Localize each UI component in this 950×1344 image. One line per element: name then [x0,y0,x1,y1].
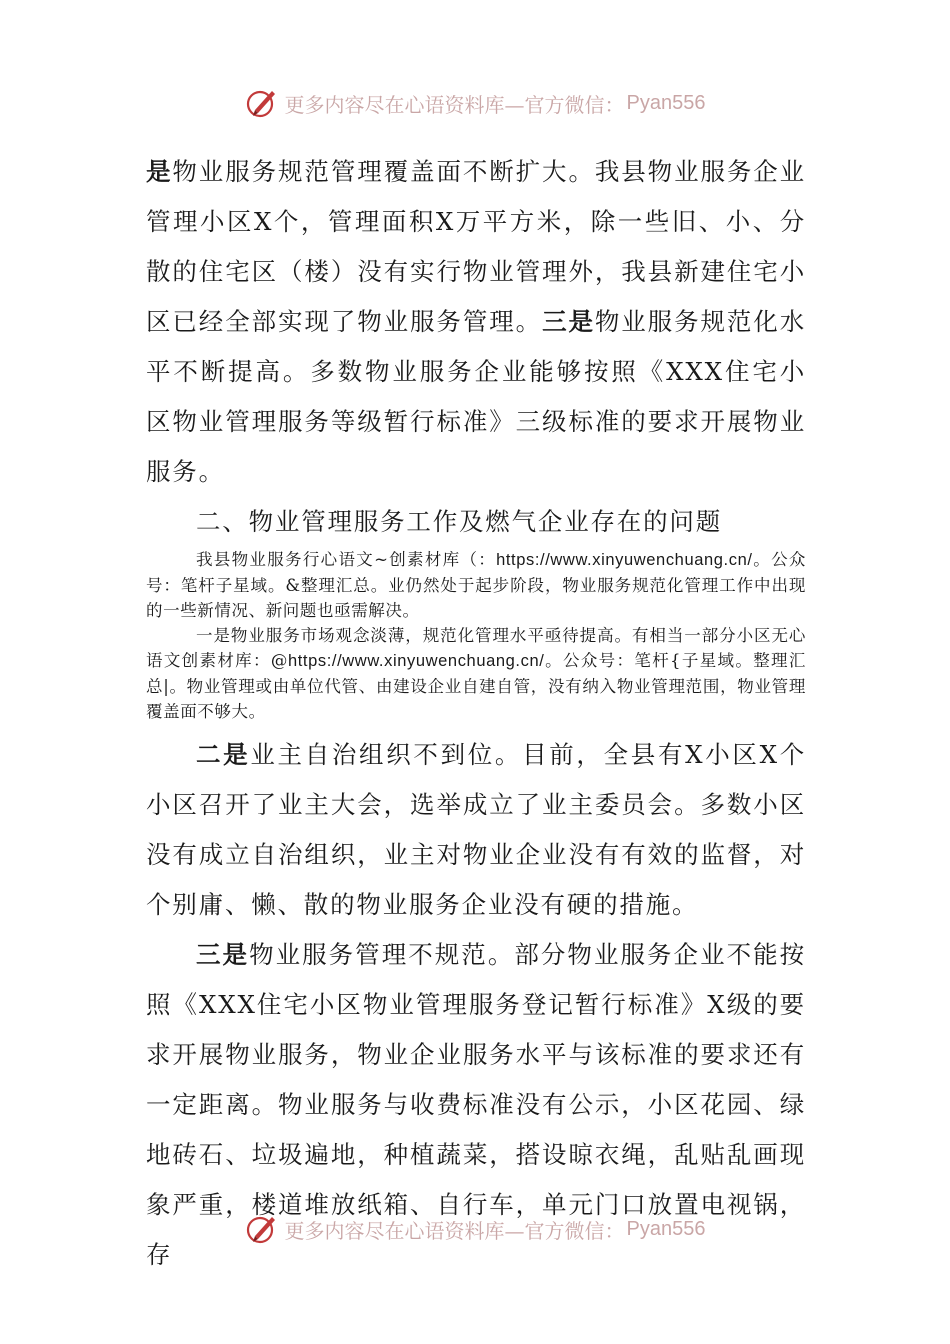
small-text: 我县物业服务行心语文~创素材库（： [196,550,497,569]
paragraph-text: 物业服务规范管理覆盖面不断扩大。我县物业服务企业管理小区X个，管理面积X万平方米，除一些旧、小、分散的住宅区（楼）没有实行物业管理外，我县新建住宅小区已经全部实现了物业服务管理。 [146,157,806,336]
watermark-handle: Pyan556 [626,1217,706,1240]
bold-lead: 三是 [196,940,250,969]
watermark-text: 更多内容尽在心语资料库—官方微信： [284,1218,625,1243]
small-paragraph-1 [146,547,806,623]
watermark-text: 更多内容尽在心语资料库—官方微信： [284,92,625,117]
document-body [146,147,806,1280]
pen-logo-icon [245,86,279,120]
url-text: https://www.xinyuwenchuang.cn/ [496,551,753,569]
small-paragraph-2 [146,623,806,724]
url-text: https://www.xinyuwenchuang.cn/ [287,652,545,670]
small-text: 。公众号：笔杆{子星域。整理汇总|。物业管理或由单位代管、由建设企业自建自管，没有纳入物业管理范围，物业管理覆盖面不够大。 [146,651,806,721]
header-watermark [0,86,950,120]
watermark-handle: Pyan556 [626,91,706,114]
paragraph-2 [146,730,806,930]
footer-watermark [0,1212,950,1246]
bold-lead: 三是 [542,307,595,336]
paragraph-text: 业主自治组织不到位。目前，全县有X小区X个小区召开了业主大会，选举成立了业主委员会。多数小区没有成立自治组织，业主对物业企业没有有效的监督，对个别庸、懒、散的物业服务企业没有硬的措施。 [146,740,806,919]
small-text: 一是物业服务市场观念淡薄，规范化管理水平亟待提高。有相当一部分小区无心语文创素材库：@ [146,626,806,670]
paragraph-text: 物业服务规范化水平不断提高。多数物业服务企业能够按照《XXX住宅小区物业管理服务等级暂行标准》三级标准的要求开展物业服务。 [146,307,806,486]
paragraph-text: 物业服务管理不规范。部分物业服务企业不能按照《XXX住宅小区物业管理服务登记暂行标准》X级的要求开展物业服务，物业企业服务水平与该标准的要求还有一定距离。物业服务与收费标准没有公示，小区花园、绿地砖石、垃圾遍地，种植蔬菜，搭设晾衣绳，乱贴乱画现象严重，楼道堆放纸箱、自行车，单元门口放置电视锅，存 [146,940,806,1269]
section-heading: 二、物业管理服务工作及燃气企业存在的问题 [196,507,722,536]
pen-logo-icon [245,1212,279,1246]
paragraph-1 [146,147,806,497]
bold-lead: 是 [146,157,173,186]
small-text: 。公众号：笔杆子星域。&整理汇总。业仍然处于起步阶段，物业服务规范化管理工作中出现的一些新情况、新问题也亟需解决。 [146,550,806,620]
bold-lead: 二是 [196,740,251,769]
